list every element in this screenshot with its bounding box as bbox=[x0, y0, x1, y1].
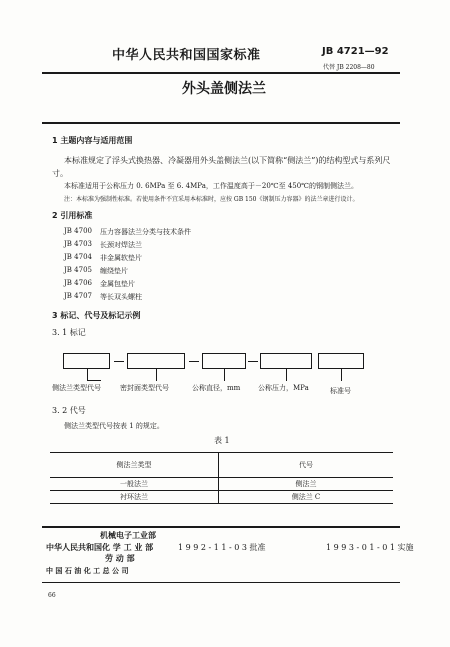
table-row bbox=[50, 491, 393, 504]
marking-label-dn: 公称直径，mm bbox=[192, 384, 241, 392]
ref-code: JB 4705 bbox=[64, 266, 92, 274]
replaces-code: 代替 JB 2208—80 bbox=[323, 64, 375, 71]
marking-box-type bbox=[63, 353, 110, 369]
header-rule bbox=[42, 72, 400, 74]
table-cell: 一般法兰 bbox=[50, 478, 219, 491]
footer-bottom-rule bbox=[42, 582, 400, 583]
marking-dash bbox=[189, 361, 199, 362]
leader-line bbox=[156, 369, 157, 381]
table-header-row bbox=[50, 453, 393, 478]
effective-date: 1 9 9 3 - 0 1 - 0 1 实施 bbox=[326, 543, 414, 552]
ref-title: 等长双头螺柱 bbox=[100, 293, 142, 301]
ref-code: JB 4704 bbox=[64, 253, 92, 261]
ref-title: 缠绕垫片 bbox=[100, 267, 128, 275]
marking-box-pn bbox=[260, 353, 312, 369]
table-caption: 表 1 bbox=[214, 436, 230, 445]
marking-label-pn: 公称压力，MPa bbox=[258, 384, 309, 392]
ref-code: JB 4703 bbox=[64, 240, 92, 248]
ref-title: 长颈对焊法兰 bbox=[100, 241, 142, 249]
marking-box-dn bbox=[202, 353, 246, 369]
document-title: 外头盖侧法兰 bbox=[182, 81, 266, 97]
section-2-heading: 2 引用标准 bbox=[52, 211, 93, 220]
section-3-2-text: 侧法兰类型代号按表 1 的规定。 bbox=[64, 422, 164, 430]
marking-label-face: 密封面类型代号 bbox=[120, 384, 169, 392]
leader-line bbox=[224, 369, 225, 381]
scope-paragraph-1: 本标准规定了浮头式换热器、冷凝器用外头盖侧法兰(以下简称“侧法兰”)的结构型式与系列尺 bbox=[64, 156, 391, 165]
table-cell: 侧法兰 C bbox=[219, 491, 394, 504]
marking-box-std bbox=[318, 353, 364, 369]
leader-line bbox=[87, 380, 101, 381]
approval-date: 1 9 9 2 - 1 1 - 0 3 批准 bbox=[178, 543, 266, 552]
ref-title: 压力容器法兰分类与技术条件 bbox=[100, 228, 191, 236]
table-header-cell: 侧法兰类型 bbox=[50, 453, 219, 478]
title-rule bbox=[42, 122, 400, 124]
section-1-heading: 1 主题内容与适用范围 bbox=[52, 136, 133, 145]
ref-code: JB 4706 bbox=[64, 279, 92, 287]
standard-code: JB 4721—92 bbox=[322, 46, 389, 57]
footer-rule bbox=[42, 526, 400, 528]
leader-line bbox=[341, 369, 342, 381]
standard-title: 中华人民共和国国家标准 bbox=[112, 48, 261, 63]
scope-note: 注：本标准为强制性标准。若使用条件不宜采用本标准时，应按 GB 150《钢制压力容器》的法兰章进行设计。 bbox=[64, 196, 359, 203]
ref-title: 非金属软垫片 bbox=[100, 254, 142, 262]
marking-dash bbox=[248, 361, 258, 362]
ref-code: JB 4707 bbox=[64, 292, 92, 300]
marking-label-type: 侧法兰类型代号 bbox=[52, 384, 101, 392]
marking-box-face bbox=[127, 353, 185, 369]
issuing-org-3: 劳 动 部 bbox=[105, 554, 135, 563]
issuing-org-2: 中华人民共和国化 学 工 业 部 bbox=[46, 543, 154, 552]
table-row bbox=[50, 478, 393, 491]
table-cell: 侧法兰 bbox=[219, 478, 394, 491]
ref-title: 金属包垫片 bbox=[100, 280, 135, 288]
table-cell: 衬环法兰 bbox=[50, 491, 219, 504]
ref-code: JB 4700 bbox=[64, 227, 92, 235]
scope-paragraph-1-cont: 寸。 bbox=[52, 169, 68, 178]
section-3-heading: 3 标记、代号及标记示例 bbox=[52, 311, 141, 320]
page-number: 66 bbox=[48, 592, 56, 599]
type-code-table bbox=[50, 452, 393, 504]
issuing-org-1: 机械电子工业部 bbox=[100, 531, 156, 540]
marking-label-std: 标准号 bbox=[330, 387, 351, 395]
scope-paragraph-2: 本标准适用于公称压力 0. 6MPa 至 6. 4MPa，工作温度高于－20℃至 450℃的钢制侧法兰。 bbox=[64, 182, 359, 190]
section-3-2-heading: 3. 2 代号 bbox=[52, 406, 86, 415]
table-header-cell: 代号 bbox=[219, 453, 394, 478]
issuing-org-4: 中 国 石 油 化 工 总 公 司 bbox=[46, 567, 129, 575]
section-3-1-heading: 3. 1 标记 bbox=[52, 328, 86, 337]
leader-line bbox=[286, 369, 287, 381]
marking-dash bbox=[114, 361, 124, 362]
